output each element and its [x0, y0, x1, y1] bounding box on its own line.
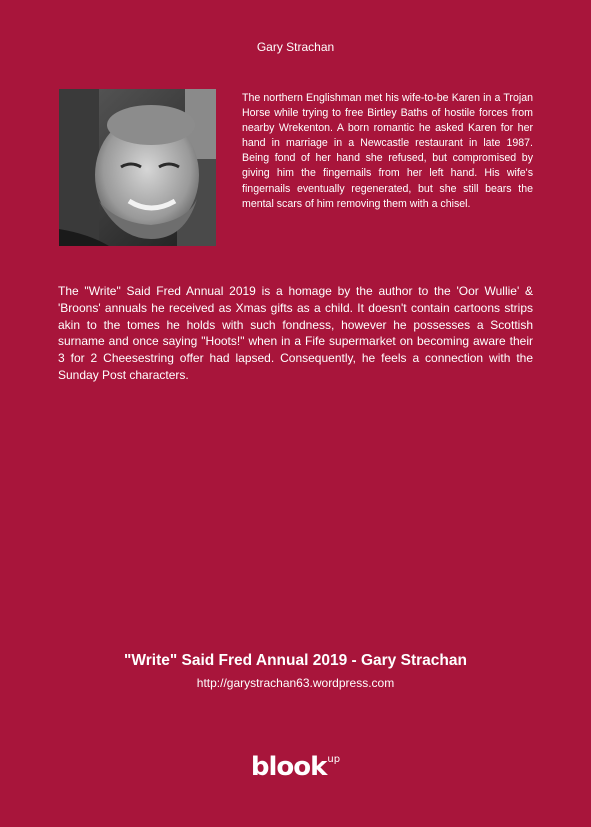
author-photo — [59, 89, 216, 246]
publisher-logo-main: blook — [250, 752, 327, 782]
publisher-logo — [0, 752, 591, 782]
book-blurb: The "Write" Said Fred Annual 2019 is a homage by the author to the 'Oor Wullie' & 'Broons' annuals he received as Xmas gifts as a child. It doesn't contain cartoons strips akin to the tomes he holds with such fondness, however he possesses a Scottish surname and once saying "Hoots!" when in a Fife supermarket on becoming aware their 3 for 2 Cheesestring offer had lapsed. Consequently, he feels a connection with the Sunday Post characters. — [58, 284, 533, 382]
publisher-logo-sup: up — [327, 754, 341, 765]
author-bio: The northern Englishman met his wife-to-be Karen in a Trojan Horse while trying to free Birtley Baths of hostile forces from nearby Wrekenton. A born romantic he asked Karen for her hand in marriage in a Newcastle restaurant in late 1987. Being fond of her hand she refused, but compromised by giving him the fingernails from her left hand. His wife's fingernails eventually regenerated, but she still bears the mental scars of him removing them with a chisel. — [242, 92, 533, 210]
author-name-header: Gary Strachan — [256, 40, 335, 54]
author-portrait-image — [59, 89, 216, 246]
book-title-author: "Write" Said Fred Annual 2019 - Gary Strachan — [124, 652, 467, 669]
author-website-link[interactable]: http://garystrachan63.wordpress.com — [196, 676, 395, 690]
